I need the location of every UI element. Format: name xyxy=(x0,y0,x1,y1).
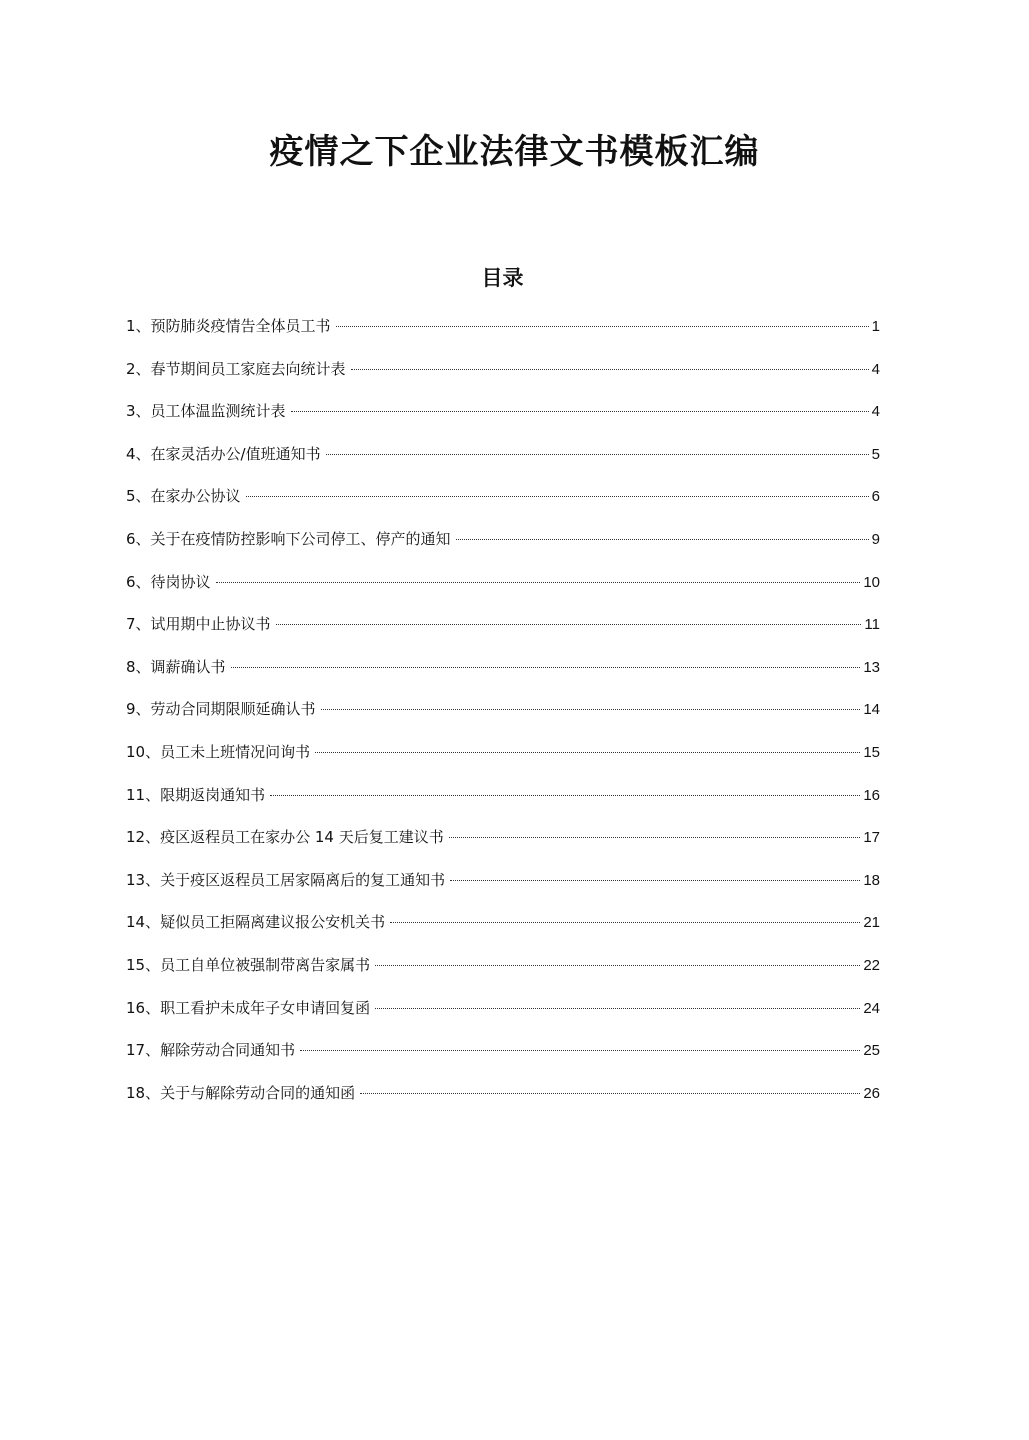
toc-entry[interactable] xyxy=(126,397,880,440)
table-of-contents xyxy=(126,312,880,1121)
toc-dot-leader xyxy=(450,880,860,881)
toc-entry-page-number: 5 xyxy=(871,445,880,463)
toc-entry-number: 6、 xyxy=(126,572,151,591)
toc-entry-title: 关于与解除劳动合同的通知函 xyxy=(160,1083,356,1102)
toc-dot-leader xyxy=(375,965,860,966)
toc-dot-leader xyxy=(291,411,869,412)
toc-entry[interactable] xyxy=(126,610,880,653)
toc-dot-leader xyxy=(246,496,869,497)
toc-entry-number: 11、 xyxy=(126,785,161,804)
toc-entry-number: 14、 xyxy=(126,913,161,932)
toc-entry[interactable] xyxy=(126,781,880,824)
toc-entry-title: 职工看护未成年子女申请回复函 xyxy=(160,998,371,1017)
toc-entry-page-number: 25 xyxy=(863,1042,880,1060)
toc-entry[interactable] xyxy=(126,312,880,355)
toc-entry-number: 16、 xyxy=(126,998,161,1017)
toc-entry-number: 5、 xyxy=(126,487,151,506)
toc-dot-leader xyxy=(360,1093,860,1094)
toc-entry-page-number: 14 xyxy=(863,701,880,719)
toc-entry-page-number: 13 xyxy=(863,658,880,676)
toc-entry-number: 8、 xyxy=(126,657,151,676)
toc-entry-page-number: 4 xyxy=(871,403,880,421)
toc-entry-title: 疫区返程员工在家办公 14 天后复工建议书 xyxy=(160,828,444,847)
toc-entry-page-number: 26 xyxy=(863,1084,880,1102)
toc-dot-leader xyxy=(336,326,869,327)
toc-dot-leader xyxy=(276,624,862,625)
toc-entry-page-number: 21 xyxy=(863,914,880,932)
toc-entry-number: 3、 xyxy=(126,402,151,421)
toc-entry-title: 员工体温监测统计表 xyxy=(150,402,286,421)
toc-entry-page-number: 11 xyxy=(864,616,880,634)
toc-entry-number: 13、 xyxy=(126,870,161,889)
toc-entry-number: 9、 xyxy=(126,700,151,719)
toc-entry[interactable] xyxy=(126,738,880,781)
toc-entry[interactable] xyxy=(126,866,880,909)
toc-entry-page-number: 4 xyxy=(871,360,880,378)
toc-dot-leader xyxy=(326,454,869,455)
toc-entry-page-number: 1 xyxy=(871,318,880,335)
toc-dot-leader xyxy=(456,539,869,540)
toc-entry-number: 6、 xyxy=(126,529,151,548)
toc-entry-page-number: 9 xyxy=(871,530,880,548)
toc-entry[interactable] xyxy=(126,482,880,525)
toc-dot-leader xyxy=(315,752,860,753)
toc-entry-title: 试用期中止协议书 xyxy=(150,615,271,634)
toc-entry-page-number: 16 xyxy=(863,786,880,804)
toc-dot-leader xyxy=(216,582,861,583)
toc-entry[interactable] xyxy=(126,994,880,1037)
toc-entry[interactable] xyxy=(126,525,880,568)
toc-entry-number: 17、 xyxy=(126,1041,161,1060)
toc-entry-title: 疑似员工拒隔离建议报公安机关书 xyxy=(160,913,386,932)
toc-entry-number: 10、 xyxy=(126,742,161,761)
toc-entry-number: 2、 xyxy=(126,359,151,378)
toc-entry-number: 1、 xyxy=(126,317,151,335)
toc-entry-title: 春节期间员工家庭去向统计表 xyxy=(150,359,346,378)
toc-entry-title: 解除劳动合同通知书 xyxy=(160,1041,296,1060)
toc-dot-leader xyxy=(449,837,861,838)
toc-dot-leader xyxy=(375,1008,860,1009)
toc-entry[interactable] xyxy=(126,695,880,738)
toc-entry-page-number: 22 xyxy=(863,956,880,974)
toc-entry-title: 劳动合同期限顺延确认书 xyxy=(150,700,316,719)
toc-entry[interactable] xyxy=(126,1036,880,1079)
toc-entry-title: 限期返岗通知书 xyxy=(160,785,266,804)
toc-dot-leader xyxy=(300,1050,860,1051)
toc-entry[interactable] xyxy=(126,440,880,483)
toc-dot-leader xyxy=(351,369,869,370)
toc-entry-page-number: 6 xyxy=(871,488,880,506)
toc-entry-title: 待岗协议 xyxy=(150,572,211,591)
toc-dot-leader xyxy=(321,709,861,710)
toc-entry-title: 预防肺炎疫情告全体员工书 xyxy=(150,317,331,335)
toc-entry-title: 调薪确认书 xyxy=(150,657,226,676)
toc-entry-page-number: 24 xyxy=(863,999,880,1017)
toc-entry-title: 员工未上班情况问询书 xyxy=(160,742,311,761)
toc-dot-leader xyxy=(390,922,860,923)
toc-entry-page-number: 10 xyxy=(863,573,880,591)
toc-entry-title: 员工自单位被强制带离告家属书 xyxy=(160,955,371,974)
toc-entry[interactable] xyxy=(126,1079,880,1122)
toc-entry-number: 7、 xyxy=(126,615,151,634)
toc-entry[interactable] xyxy=(126,823,880,866)
toc-entry-page-number: 18 xyxy=(863,871,880,889)
toc-entry-number: 4、 xyxy=(126,444,151,463)
toc-entry-title: 在家灵活办公/值班通知书 xyxy=(150,444,321,463)
toc-dot-leader xyxy=(270,795,860,796)
toc-entry-title: 关于疫区返程员工居家隔离后的复工通知书 xyxy=(160,870,446,889)
toc-entry[interactable] xyxy=(126,908,880,951)
toc-dot-leader xyxy=(231,667,861,668)
toc-entry[interactable] xyxy=(126,568,880,611)
toc-entry-page-number: 17 xyxy=(863,829,880,847)
toc-entry-title: 在家办公协议 xyxy=(150,487,241,506)
document-title: 疫情之下企业法律文书模板汇编 xyxy=(269,132,760,172)
toc-entry-number: 15、 xyxy=(126,955,161,974)
toc-entry[interactable] xyxy=(126,653,880,696)
toc-heading: 目录 xyxy=(481,266,524,290)
toc-entry-number: 18、 xyxy=(126,1083,161,1102)
toc-entry-page-number: 15 xyxy=(863,743,880,761)
toc-entry[interactable] xyxy=(126,951,880,994)
toc-entry[interactable] xyxy=(126,355,880,398)
toc-entry-number: 12、 xyxy=(126,828,161,847)
toc-entry-title: 关于在疫情防控影响下公司停工、停产的通知 xyxy=(150,529,451,548)
